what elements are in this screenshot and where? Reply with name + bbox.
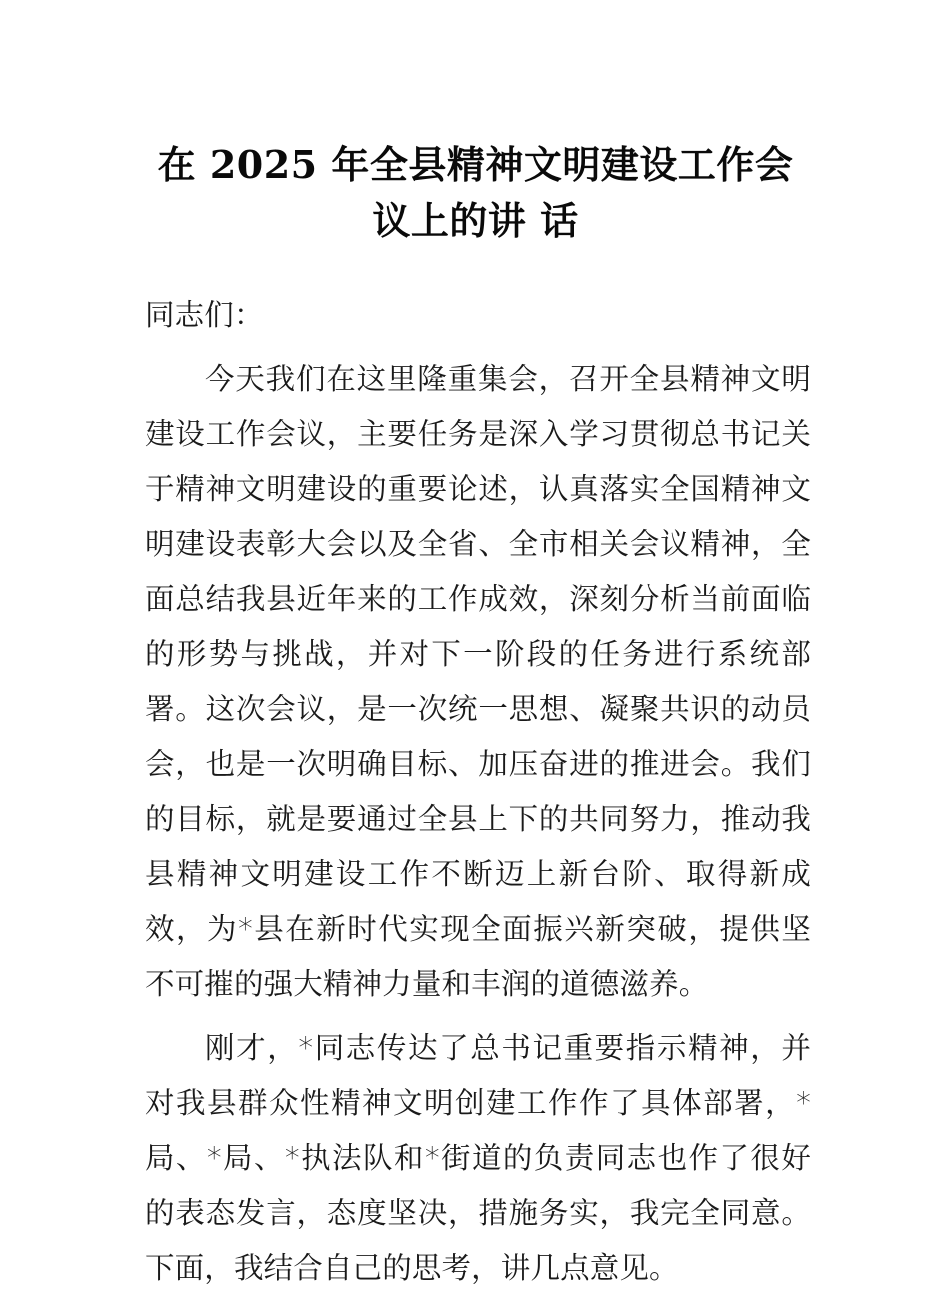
body-paragraph-2: 刚才，*同志传达了总书记重要指示精神，并对我县群众性精神文明创建工作作了具体部署，*局、*局、*执法队和*街道的负责同志也作了很好的表态发言，态度坚决，措施务实，我完全同意。下面，我结合自己的思考，讲几点意见。 — [145, 1031, 811, 1285]
document-body — [145, 288, 811, 1296]
page-title-line-1: 在 2025 年全县精神文明建设工作会议上的讲 — [157, 142, 794, 244]
body-paragraph-1: 今天我们在这里隆重集会，召开全县精神文明建设工作会议，主要任务是深入学习贯彻总书记关于精神文明建设的重要论述，认真落实全国精神文明建设表彰大会以及全省、全市相关会议精神，全面总结我县近年来的工作成效，深刻分析当前面临的形势与挑战，并对下一阶段的任务进行系统部署。这次会议，是一次统一思想、凝聚共识的动员会，也是一次明确目标、加压奋进的推进会。我们的目标，就是要通过全县上下的共同努力，推动我县精神文明建设工作不断迈上新台阶、取得新成效，为*县在新时代实现全面振兴新突破，提供坚不可摧的强大精神力量和丰润的道德滋养。 — [145, 362, 811, 1001]
salutation: 同志们： — [145, 298, 264, 332]
page-title — [143, 137, 808, 249]
page-title-line-2: 话 — [540, 198, 579, 244]
